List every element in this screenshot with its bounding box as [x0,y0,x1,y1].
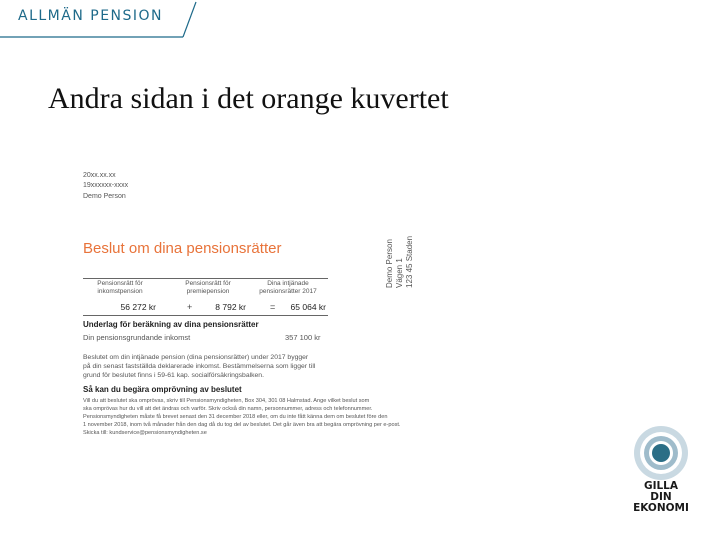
slide-title: Andra sidan i det orange kuvertet [48,82,449,115]
appeal-heading: Så kan du begära omprövning av beslutet [83,385,242,394]
paragraph-line: på din senast fastställda deklarerade inkomst. Bestämmelserna som ligger till [83,363,316,370]
target-logo-icon [633,425,689,481]
table-value-total: 65 064 kr [290,302,326,312]
table-value-premium: 8 792 kr [215,302,246,312]
table-top-rule [83,278,328,279]
header-brand: ALLMÄN PENSION [18,8,164,24]
table-bottom-rule [83,315,328,316]
table-header-total: Dina intjänade pensionsrätter 2017 [259,280,317,295]
gilla-din-ekonomi-logo [633,425,689,514]
appeal-line: Pensionsmyndigheten måste få brevet senast den 31 december 2018 eller, om du inte fått känna dem om beslutet före den [83,414,388,420]
recipient-name: Demo Person [385,239,394,288]
table-plus-sign: + [187,302,193,312]
logo-text-line2: EKONOMI [633,502,689,514]
paragraph-line: Beslutet om din intjänade pension (dina pensionsrätter) under 2017 bygger [83,354,309,361]
basis-heading: Underlag för beräkning av dina pensionsrätter [83,320,259,329]
table-header-premium: Pensionsrätt för premiepension [185,280,231,295]
appeal-line: Vill du att beslutet ska omprövas, skriv till Pensionsmyndigheten, Box 304, 301 08 Halmstad. Ange vilket beslut som [83,398,370,404]
table-value-income: 56 272 kr [120,302,156,312]
paragraph-line: grund för beslutet finns i 59-61 kap. socialförsäkringsbalken. [83,372,264,379]
appeal-line: 1 november 2018, inom två månader från den dag då du tog del av beslutet. Det går även bra att begära omprövning per e-post. [83,422,401,428]
table-header-income: Pensionsrätt för inkomstpension [97,280,143,295]
address-personal-number: 19xxxxxx-xxxx [83,182,129,189]
basis-value: 357 100 kr [285,333,321,342]
document-preview [80,168,450,488]
recipient-city: 123 45 Staden [405,235,414,288]
decision-title: Beslut om dina pensionsrätter [83,240,282,257]
appeal-line: ska omprövas hur du vill att det ändras och varför. Skriv också din namn, personnummer, adress och telefonnummer. [83,406,373,412]
appeal-line: Skicka till: kundservice@pensionsmyndigheten.se [83,430,207,436]
table-equals-sign: = [270,302,276,312]
basis-label: Din pensionsgrundande inkomst [83,333,191,342]
address-name: Demo Person [83,193,126,200]
logo-text-line1: GILLA DIN [643,480,679,503]
address-date: 20xx.xx.xx [83,172,116,179]
recipient-address [385,218,415,288]
recipient-street: Vägen 1 [395,258,404,288]
